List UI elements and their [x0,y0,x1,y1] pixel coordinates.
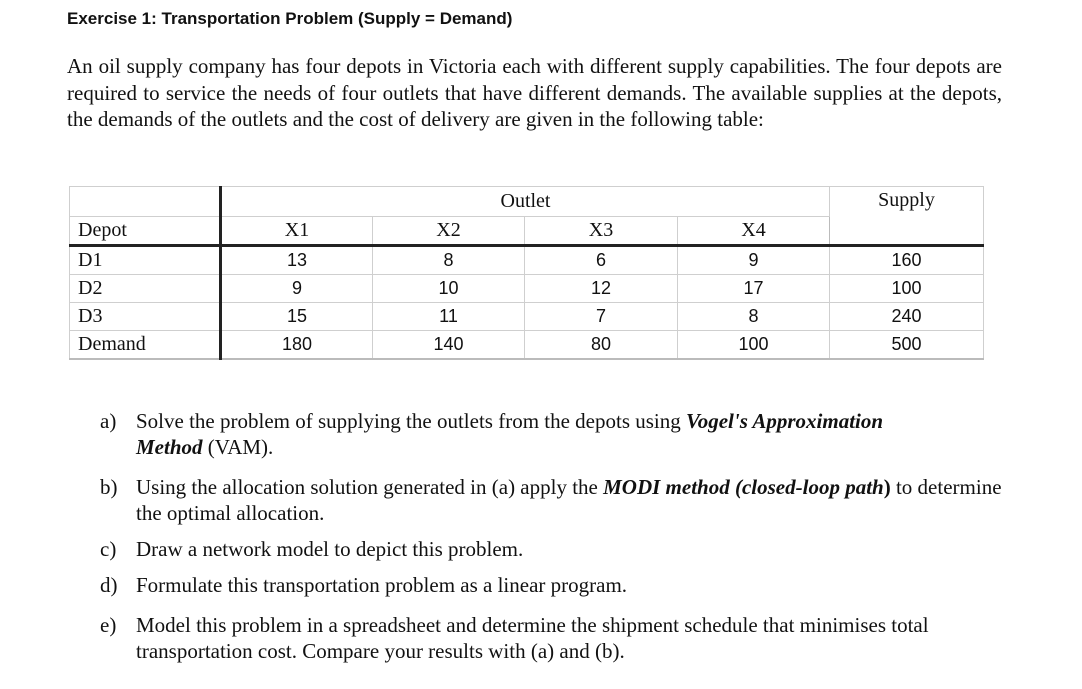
cost-cell: 15 [221,303,373,331]
depot-name: D3 [70,303,221,331]
question-label: c) [100,537,117,561]
corner-cell [70,187,221,217]
outlet-x1-header: X1 [221,217,373,246]
intro-paragraph: An oil supply company has four depots in Victoria each with different supply capabilities. The four depots are required to service the needs of four outlets that have different demands. The available supplies at the depots, the demands of the outlets and the cost of delivery are given in the following table: [67,54,1002,131]
vam-method-name-cont: Method [136,435,203,459]
outlet-x3-header: X3 [525,217,678,246]
outlet-x4-header: X4 [678,217,830,246]
demand-cell: 140 [373,331,525,360]
cost-cell: 8 [678,303,830,331]
depot-name: D1 [70,246,221,275]
supply-header: Supply [830,187,984,246]
cost-cell: 9 [221,275,373,303]
demand-label: Demand [70,331,221,360]
question-a-text-end: (VAM). [202,435,274,459]
demand-cell: 180 [221,331,373,360]
question-a [100,408,1010,460]
cost-cell: 13 [221,246,373,275]
question-text [136,408,1010,460]
depot-header: Depot [70,217,221,246]
table-row [70,275,984,303]
cost-cell: 9 [678,246,830,275]
demand-cell: 100 [678,331,830,360]
table-row [70,303,984,331]
question-b [100,474,1010,526]
supply-cell: 240 [830,303,984,331]
outlet-header: Outlet [221,187,830,217]
cost-cell: 11 [373,303,525,331]
cost-cell: 8 [373,246,525,275]
transportation-table [69,186,984,360]
question-b-text-end: to determine the optimal allocation. [136,475,1002,525]
table-row [70,246,984,275]
supply-cell: 160 [830,246,984,275]
modi-method-name: MODI method [603,475,730,499]
cost-cell: 7 [525,303,678,331]
question-text [136,474,1010,526]
closing-paren: ) [883,475,891,499]
question-d [100,572,1010,598]
question-e [100,612,1010,664]
outlet-x2-header: X2 [373,217,525,246]
question-label: e) [100,613,117,637]
cost-cell: 6 [525,246,678,275]
demand-cell: 80 [525,331,678,360]
question-text: Draw a network model to depict this problem. [136,537,524,561]
cost-cell: 12 [525,275,678,303]
cost-cell: 17 [678,275,830,303]
closed-loop-path: (closed-loop path [729,475,884,499]
question-label: d) [100,573,118,597]
vam-method-name: Vogel's Approximation [686,409,884,433]
question-text: Model this problem in a spreadsheet and determine the shipment schedule that minimises total transportation cost. Compare your results with (a) and (b). [136,613,929,663]
table-header-row [70,187,984,217]
question-c [100,536,1010,562]
question-text: Formulate this transportation problem as a linear program. [136,573,628,597]
question-b-text-start: Using the allocation solution generated in (a) apply the [136,475,604,499]
cost-cell: 10 [373,275,525,303]
supply-cell: 100 [830,275,984,303]
depot-name: D2 [70,275,221,303]
exercise-title: Exercise 1: Transportation Problem (Supply = Demand) [67,9,513,28]
question-label: a) [100,409,117,433]
total-supply-cell: 500 [830,331,984,360]
demand-row [70,331,984,360]
question-label: b) [100,475,118,499]
question-a-text-start: Solve the problem of supplying the outlets from the depots using [136,409,687,433]
question-list [100,408,1010,664]
